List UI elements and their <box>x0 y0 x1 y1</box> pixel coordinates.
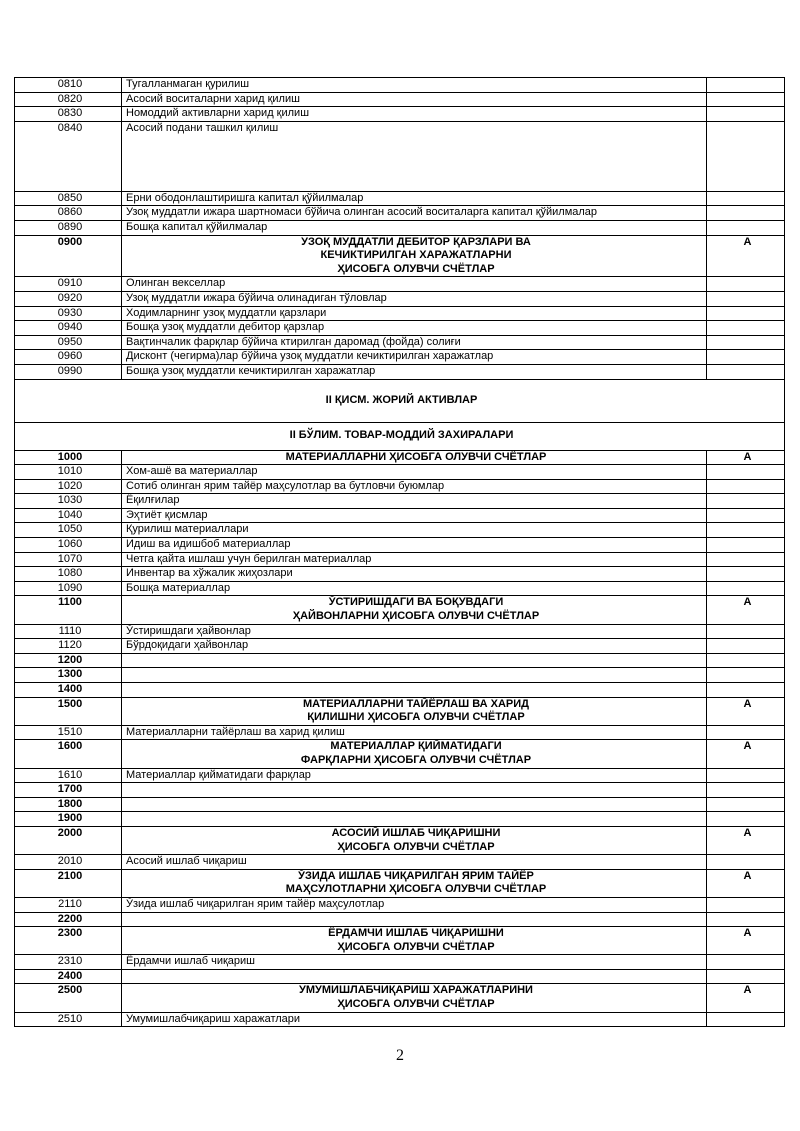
account-row <box>15 639 785 654</box>
account-row <box>15 277 785 292</box>
account-name: Бошқа капитал қўйилмалар <box>122 220 707 235</box>
account-name <box>122 683 707 698</box>
account-group-row <box>15 697 785 725</box>
account-code: 1030 <box>15 494 122 509</box>
account-row <box>15 220 785 235</box>
account-flag <box>707 107 785 122</box>
account-row <box>15 855 785 870</box>
account-name: Эҳтиёт қисмлар <box>122 508 707 523</box>
account-name: Олинган векселлар <box>122 277 707 292</box>
account-code: 0810 <box>15 78 122 93</box>
account-flag: А <box>707 697 785 725</box>
account-flag <box>707 479 785 494</box>
account-name: Бўрдоқидаги ҳайвонлар <box>122 639 707 654</box>
account-flag <box>707 783 785 798</box>
account-code: 1800 <box>15 797 122 812</box>
account-code: 1000 <box>15 450 122 465</box>
account-name: Хом-ашё ва материаллар <box>122 465 707 480</box>
account-row <box>15 955 785 970</box>
account-name: Қурилиш материаллари <box>122 523 707 538</box>
account-code: 0930 <box>15 306 122 321</box>
account-code: 1700 <box>15 783 122 798</box>
account-code: 0840 <box>15 121 122 191</box>
account-name: Бошқа узоқ муддатли дебитор қарзлар <box>122 321 707 336</box>
account-row <box>15 897 785 912</box>
account-code: 0850 <box>15 191 122 206</box>
account-row <box>15 508 785 523</box>
account-code: 1090 <box>15 581 122 596</box>
account-flag <box>707 725 785 740</box>
account-name: АСОСИЙ ИШЛАБ ЧИҚАРИШНИ ҲИСОБГА ОЛУВЧИ СЧЁТЛАР <box>122 826 707 854</box>
account-row <box>15 653 785 668</box>
account-code: 0820 <box>15 92 122 107</box>
account-row <box>15 78 785 93</box>
account-code: 0860 <box>15 206 122 221</box>
account-code: 2300 <box>15 927 122 955</box>
account-row <box>15 567 785 582</box>
account-name: МАТЕРИАЛЛАРНИ ТАЙЁРЛАШ ВА ХАРИД ҚИЛИШНИ ҲИСОБГА ОЛУВЧИ СЧЁТЛАР <box>122 697 707 725</box>
account-name: Узоқ муддатли ижара шартномаси бўйича олинган асосий воситаларга капитал қўйилмалар <box>122 206 707 221</box>
account-flag <box>707 797 785 812</box>
account-row <box>15 350 785 365</box>
account-code: 0990 <box>15 364 122 379</box>
account-flag <box>707 855 785 870</box>
account-name: Идиш ва идишбоб материаллар <box>122 538 707 553</box>
account-code: 1200 <box>15 653 122 668</box>
account-flag <box>707 465 785 480</box>
account-flag: А <box>707 596 785 624</box>
account-flag: А <box>707 826 785 854</box>
account-name: Ходимларнинг узоқ муддатли қарзлари <box>122 306 707 321</box>
account-code: 2100 <box>15 869 122 897</box>
account-code: 0830 <box>15 107 122 122</box>
account-name: Ёқилғилар <box>122 494 707 509</box>
account-code: 1010 <box>15 465 122 480</box>
account-flag <box>707 668 785 683</box>
account-flag: А <box>707 740 785 768</box>
account-flag <box>707 812 785 827</box>
account-name: МАТЕРИАЛЛАРНИ ҲИСОБГА ОЛУВЧИ СЧЁТЛАР <box>122 450 707 465</box>
section-heading-row <box>15 379 785 422</box>
account-code: 0950 <box>15 335 122 350</box>
account-code: 1050 <box>15 523 122 538</box>
account-row <box>15 538 785 553</box>
account-row <box>15 479 785 494</box>
account-name: УМУМИШЛАБЧИҚАРИШ ХАРАЖАТЛАРИНИ ҲИСОБГА ОЛУВЧИ СЧЁТЛАР <box>122 984 707 1012</box>
account-flag <box>707 277 785 292</box>
account-flag <box>707 206 785 221</box>
account-name: Асосий ишлаб чиқариш <box>122 855 707 870</box>
account-flag <box>707 92 785 107</box>
account-row <box>15 494 785 509</box>
accounts-table <box>14 77 785 1027</box>
section-heading-row <box>15 422 785 450</box>
account-code: 1510 <box>15 725 122 740</box>
accounts-table-body <box>15 78 785 1027</box>
account-group-row <box>15 927 785 955</box>
account-name <box>122 969 707 984</box>
account-row <box>15 335 785 350</box>
account-group-row <box>15 869 785 897</box>
account-code: 2000 <box>15 826 122 854</box>
account-name: Асосий подани ташкил қилиш <box>122 121 707 191</box>
account-flag: А <box>707 450 785 465</box>
account-row <box>15 191 785 206</box>
account-name: Вақтинчалик фарқлар бўйича ктирилган даромад (фойда) солиғи <box>122 335 707 350</box>
account-row <box>15 581 785 596</box>
account-code: 2010 <box>15 855 122 870</box>
account-code: 1600 <box>15 740 122 768</box>
account-flag <box>707 581 785 596</box>
account-name <box>122 912 707 927</box>
account-name: Ўстиришдаги ҳайвонлар <box>122 624 707 639</box>
account-flag: А <box>707 984 785 1012</box>
account-name <box>122 797 707 812</box>
account-name <box>122 653 707 668</box>
account-name: Инвентар ва хўжалик жиҳозлари <box>122 567 707 582</box>
account-name: Асосий воситаларни харид қилиш <box>122 92 707 107</box>
account-flag <box>707 220 785 235</box>
account-row <box>15 912 785 927</box>
account-group-row <box>15 984 785 1012</box>
account-name: Ерни ободонлаштиришга капитал қўйилмалар <box>122 191 707 206</box>
account-code: 1300 <box>15 668 122 683</box>
account-flag <box>707 552 785 567</box>
account-flag <box>707 639 785 654</box>
account-code: 0910 <box>15 277 122 292</box>
account-name <box>122 668 707 683</box>
account-code: 1900 <box>15 812 122 827</box>
account-code: 1020 <box>15 479 122 494</box>
section-heading: II ҚИСМ. ЖОРИЙ АКТИВЛАР <box>15 379 785 422</box>
account-row <box>15 725 785 740</box>
account-flag <box>707 768 785 783</box>
account-row <box>15 783 785 798</box>
account-flag <box>707 364 785 379</box>
account-row <box>15 683 785 698</box>
account-code: 2310 <box>15 955 122 970</box>
account-row <box>15 797 785 812</box>
account-code: 1040 <box>15 508 122 523</box>
account-name: Материаллар қийматидаги фарқлар <box>122 768 707 783</box>
account-code: 2510 <box>15 1012 122 1027</box>
account-row <box>15 668 785 683</box>
account-name: Сотиб олинган ярим тайёр маҳсулотлар ва бутловчи буюмлар <box>122 479 707 494</box>
account-flag: А <box>707 927 785 955</box>
account-group-row <box>15 826 785 854</box>
account-code: 1610 <box>15 768 122 783</box>
account-code: 1110 <box>15 624 122 639</box>
page-number: 2 <box>396 1047 404 1064</box>
account-flag <box>707 291 785 306</box>
account-row <box>15 768 785 783</box>
account-name: Четга қайта ишлаш учун берилган материаллар <box>122 552 707 567</box>
account-code: 1070 <box>15 552 122 567</box>
account-flag <box>707 191 785 206</box>
account-flag <box>707 955 785 970</box>
account-flag <box>707 321 785 336</box>
account-row <box>15 465 785 480</box>
account-group-row <box>15 235 785 277</box>
account-code: 0900 <box>15 235 122 277</box>
account-code: 1100 <box>15 596 122 624</box>
account-code: 1500 <box>15 697 122 725</box>
account-row <box>15 206 785 221</box>
account-flag <box>707 624 785 639</box>
account-flag <box>707 508 785 523</box>
account-name: Материалларни тайёрлаш ва харид қилиш <box>122 725 707 740</box>
account-row <box>15 552 785 567</box>
account-code: 0890 <box>15 220 122 235</box>
account-name: Бошқа узоқ муддатли кечиктирилган харажатлар <box>122 364 707 379</box>
account-flag <box>707 653 785 668</box>
account-flag <box>707 683 785 698</box>
account-row <box>15 121 785 191</box>
account-row <box>15 624 785 639</box>
account-flag <box>707 897 785 912</box>
account-flag <box>707 1012 785 1027</box>
account-row <box>15 969 785 984</box>
account-code: 1060 <box>15 538 122 553</box>
account-name: ЎСТИРИШДАГИ ВА БОҚУВДАГИ ҲАЙВОНЛАРНИ ҲИСОБГА ОЛУВЧИ СЧЁТЛАР <box>122 596 707 624</box>
account-group-row <box>15 740 785 768</box>
account-row <box>15 92 785 107</box>
account-flag <box>707 969 785 984</box>
account-flag <box>707 538 785 553</box>
account-code: 1120 <box>15 639 122 654</box>
account-name: МАТЕРИАЛЛАР ҚИЙМАТИДАГИ ФАРҚЛАРНИ ҲИСОБГА ОЛУВЧИ СЧЁТЛАР <box>122 740 707 768</box>
account-name: Бошқа материаллар <box>122 581 707 596</box>
account-row <box>15 321 785 336</box>
account-code: 0920 <box>15 291 122 306</box>
account-flag <box>707 121 785 191</box>
account-row <box>15 107 785 122</box>
account-row <box>15 306 785 321</box>
account-name: Дисконт (чегирма)лар бўйича узоқ муддатли кечиктирилган харажатлар <box>122 350 707 365</box>
account-code: 0960 <box>15 350 122 365</box>
account-group-row <box>15 450 785 465</box>
section-heading: II БЎЛИМ. ТОВАР-МОДДИЙ ЗАХИРАЛАРИ <box>15 422 785 450</box>
account-name: ЎЗИДА ИШЛАБ ЧИҚАРИЛГАН ЯРИМ ТАЙЁР МАҲСУЛОТЛАРНИ ҲИСОБГА ОЛУВЧИ СЧЁТЛАР <box>122 869 707 897</box>
account-row <box>15 812 785 827</box>
account-code: 2500 <box>15 984 122 1012</box>
account-flag <box>707 523 785 538</box>
account-name <box>122 812 707 827</box>
account-flag <box>707 335 785 350</box>
account-name: Узоқ муддатли ижара бўйича олинадиган тўловлар <box>122 291 707 306</box>
account-flag <box>707 912 785 927</box>
account-code: 0940 <box>15 321 122 336</box>
account-row <box>15 291 785 306</box>
account-row <box>15 364 785 379</box>
account-code: 2400 <box>15 969 122 984</box>
account-flag: А <box>707 869 785 897</box>
account-group-row <box>15 596 785 624</box>
account-name: Ўзида ишлаб чиқарилган ярим тайёр маҳсулотлар <box>122 897 707 912</box>
account-flag <box>707 567 785 582</box>
account-name: Ёрдамчи ишлаб чиқариш <box>122 955 707 970</box>
account-name: Умумишлабчиқариш харажатлари <box>122 1012 707 1027</box>
account-row <box>15 1012 785 1027</box>
account-name: ЁРДАМЧИ ИШЛАБ ЧИҚАРИШНИ ҲИСОБГА ОЛУВЧИ СЧЁТЛАР <box>122 927 707 955</box>
account-code: 1080 <box>15 567 122 582</box>
account-name: Тугалланмаган қурилиш <box>122 78 707 93</box>
account-row <box>15 523 785 538</box>
account-flag: А <box>707 235 785 277</box>
account-name: УЗОҚ МУДДАТЛИ ДЕБИТОР ҚАРЗЛАРИ ВА КЕЧИКТИРИЛГАН ХАРАЖАТЛАРНИ ҲИСОБГА ОЛУВЧИ СЧЁТЛАР <box>122 235 707 277</box>
account-flag <box>707 306 785 321</box>
account-code: 1400 <box>15 683 122 698</box>
account-code: 2110 <box>15 897 122 912</box>
account-name <box>122 783 707 798</box>
account-flag <box>707 78 785 93</box>
account-flag <box>707 494 785 509</box>
account-name: Номоддий активларни харид қилиш <box>122 107 707 122</box>
account-code: 2200 <box>15 912 122 927</box>
account-flag <box>707 350 785 365</box>
